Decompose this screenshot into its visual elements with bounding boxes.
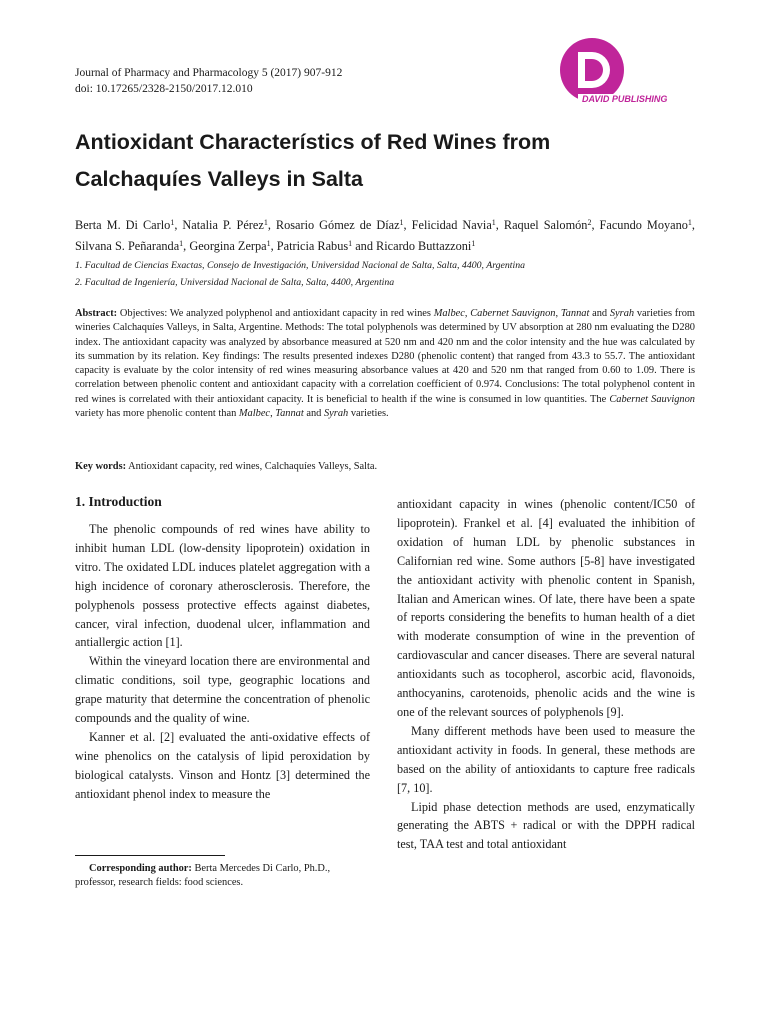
title-line-1: Antioxidant Characterístics of Red Wines from xyxy=(75,130,551,154)
author: Patricia Rabus$^1$ and xyxy=(276,238,377,253)
footnote-divider xyxy=(75,855,225,856)
affiliation-1: 1. Facultad de Ciencias Exactas, Consejo de Investigación, Universidad Nacional de Salta, Salta, 4400, Argentina xyxy=(75,260,526,271)
section-heading: 1. Introduction xyxy=(75,494,162,509)
left-column xyxy=(75,520,370,804)
affiliation-2: 2. Facultad de Ingeniería, Universidad Nacional de Salta, Salta, 4400, Argentina xyxy=(75,277,395,288)
logo-text: DAVID PUBLISHING xyxy=(582,94,668,104)
right-column xyxy=(397,495,695,854)
journal-citation: Journal of Pharmacy and Pharmacology 5 (2017) 907-912 xyxy=(75,67,343,79)
author: Georgina Zerpa$^1$, xyxy=(189,238,277,253)
footnote-label: Corresponding author: xyxy=(89,863,192,874)
paragraph: Kanner et al. [2] evaluated the anti-oxidative effects of wine phenolics on the catalysis of lipid peroxidation by biological catalysts. Vinson and Hontz [3] determined the antioxidant phenol index to measure the xyxy=(75,729,370,801)
author: Rosario Gómez de Díaz$^1$, xyxy=(275,218,412,232)
author-list xyxy=(75,215,695,256)
title-line-2: Calchaquíes Valleys in Salta xyxy=(75,167,364,191)
journal-doi: doi: 10.17265/2328-2150/2017.12.010 xyxy=(75,82,253,95)
paper-title xyxy=(75,124,695,198)
author: Felicidad Navia$^1$, xyxy=(411,218,504,232)
author: Silvana S. Peñaranda$^1$, xyxy=(75,238,190,253)
keywords: Key words: Antioxidant capacity, red wines, Calchaquíes Valleys, Salta. xyxy=(75,461,378,472)
author: Raquel Salomón$^2$, xyxy=(503,218,600,232)
paragraph-continued: antioxidant capacity in wines (phenolic content/IC50 of lipoprotein). Frankel et al. [4] evaluated the inhibition of oxidation of human LDL by phenolic substances in Californian red wine. Some authors [5-8] have investigated the antioxidant activity with phenolic content in Spanish, Italian and American wines. Of late, there have been a spate of reports considering the benefits to human health of a diet with moderate consumption of wine in the prevention of cardiovascular and cancer diseases. There are several natural antioxidants such as tocopherol, ascorbic acid, flavonoids, anthocyanins, carotenoids, phenolic acids and the wine is one of the relevant sources of polyphenols [9]. xyxy=(397,497,695,719)
logo-mark-icon xyxy=(552,32,702,112)
author: Berta M. Di Carlo$^1$, xyxy=(75,218,183,232)
abstract-label: Abstract: xyxy=(75,308,118,319)
author: Ricardo Buttazzoni$^1$ xyxy=(376,238,476,253)
journal-header xyxy=(75,66,342,97)
footnote: Corresponding author: Berta Mercedes Di Carlo, Ph.D., professor, research fields: food sciences. xyxy=(75,863,331,888)
author: Facundo Moyano$^1$, xyxy=(599,218,695,232)
paragraph: Many different methods have been used to measure the antioxidant activity in foods. In general, these methods are based on the ability of antioxidants to capture free radicals [7, 10]. xyxy=(397,723,695,795)
keywords-label: Key words: xyxy=(75,461,127,472)
paragraph: Lipid phase detection methods are used, enzymatically generating the ABTS + radical or with the DPPH radical test, TAA test and total antioxidant xyxy=(397,799,695,852)
paragraph: Within the vineyard location there are environmental and climatic conditions, soil type, geographic locations and grape maturity that determine the concentration of phenolic compounds and the quality of wine. xyxy=(75,654,370,726)
abstract: Abstract: Objectives: We analyzed polyphenol and antioxidant capacity in red wines Malbec, Cabernet Sauvignon, Tannat and Syrah varieties from wineries Calchaquíes Valleys, in Salta, Argentine. Methods: The total polyphenols was determined by UV absorption at 280 nm evaluating the D280 index. The antioxidant capacity was analyzed by absorbance measured at 520 nm and 420 nm and the color intensity and the hue was calculated by its summation by its relation. Key findings: The results presented indexes D280 (phenolic content) that ranged from 43.3 to 55.7. The antioxidant capacity is evaluate by the color intensity of red wines measuring absorbance values at 420 and 520 nm that ranged from 0.60 to 1.09. There is correlation between phenolic content and antioxidant capacity with a correlation coefficient of 0.974. Conclusions: The total polyphenol content in red wines is correlated with their antioxidant capacity. It is beneficial to health if the wine is consumed in low quantities. The Cabernet Sauvignon variety has more phenolic content than Malbec, Tannat and Syrah varieties. xyxy=(75,308,695,420)
paragraph: The phenolic compounds of red wines have ability to inhibit human LDL (low-density lipoprotein) oxidation in vitro. The oxidated LDL induces platelet aggregation with a high incidence of coronary atherosclerosis. Therefore, the polyphenols possess protective effects against diabetes, cancer, viral infection, duodenal ulcer, inflammation and antiallergic action [1]. xyxy=(75,522,370,650)
author: Natalia P. Pérez$^1$, xyxy=(182,218,276,232)
publisher-logo xyxy=(552,32,702,112)
